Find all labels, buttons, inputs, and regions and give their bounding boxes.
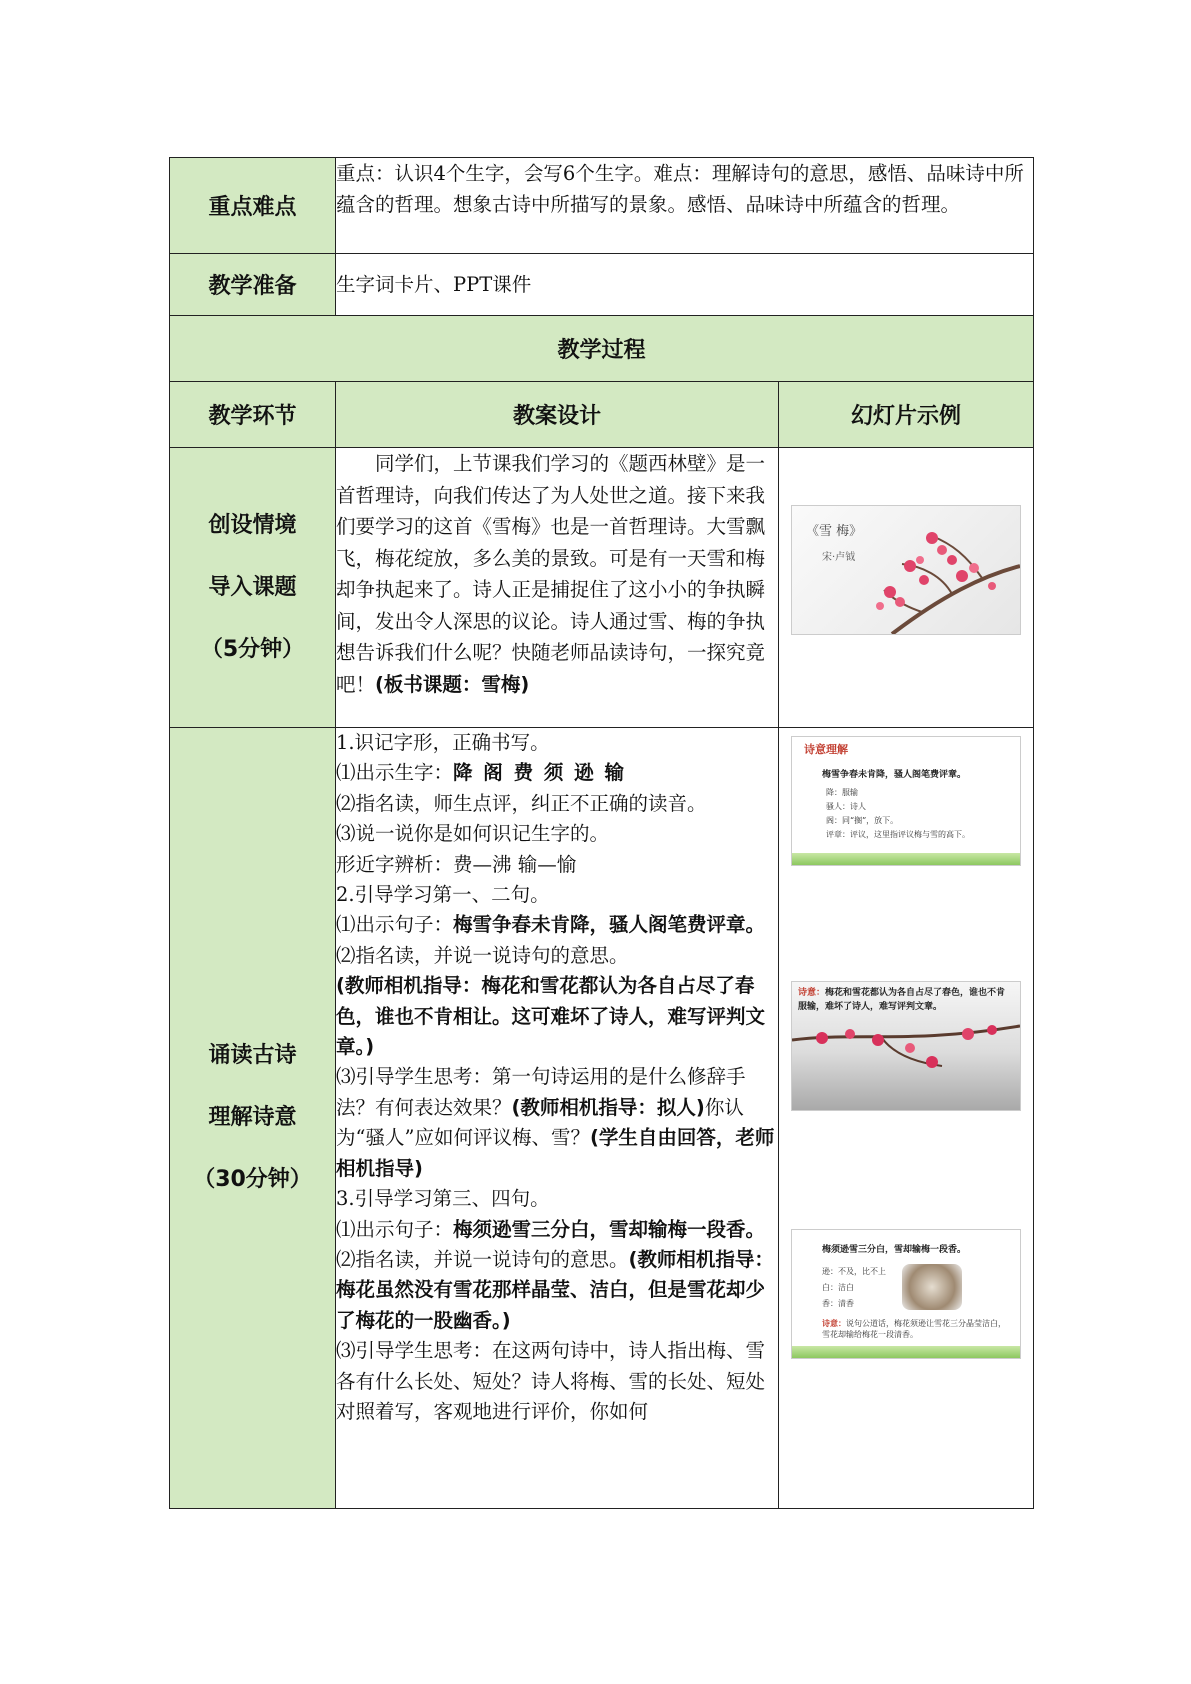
slide3-text: 梅花和雪花都认为各自占尽了春色，谁也不肯服输，难坏了诗人，难写评判文章。 [798, 988, 1006, 1012]
slide4-w1: 逊：不及，比不上 [822, 1267, 886, 1276]
slide3-label: 诗意： [798, 988, 826, 998]
stage2-p9: (教师相机指导：梅花和雪花都认为各自占尽了春色，谁也不肯相让。这可难坏了诗人，难写评判文章。) [336, 974, 766, 1059]
stage2-p10a: ⑶引导学生思考：第一句诗运用的是什么修辞手法？有何表达效果？ [336, 1065, 746, 1119]
preparation-content: 生字词卡片、PPT课件 [336, 254, 1034, 316]
slide4-line: 梅须逊雪三分白，雪却输梅一段香。 [822, 1245, 967, 1255]
stage2-label [170, 728, 336, 1509]
stage2-p10d: (学生自由回答，老师相机指导) [336, 1126, 775, 1180]
stage1-line1: 创设情境 [208, 512, 297, 538]
stage1-line2: 导入课题 [208, 574, 297, 600]
key-points-label: 重点难点 [170, 158, 336, 254]
stage2-design [336, 728, 779, 1509]
grass-decoration [792, 853, 1020, 865]
stage2-line2: 理解诗意 [208, 1105, 297, 1130]
slide2-w3: 阁：同“搁”，放下。 [826, 816, 899, 825]
slide2-w2: 骚人：诗人 [826, 802, 866, 811]
stage2-p11: 3.引导学习第三、四句。 [336, 1187, 550, 1211]
stage2-p7b: 梅雪争春未肯降，骚人阁笔费评章。 [453, 913, 766, 937]
bird-image [902, 1264, 962, 1310]
stage1-design [336, 448, 779, 728]
stage1-label [170, 448, 336, 728]
stage2-p10c: 你认为“骚人”应如何评议梅、雪？ [336, 1095, 744, 1150]
stage2-p12a: ⑴出示句子： [336, 1217, 454, 1241]
process-title-row [170, 316, 1034, 382]
slide-word-notes-1 [791, 736, 1021, 866]
col-slides-header: 幻灯片示例 [779, 382, 1034, 448]
lesson-plan-table [169, 157, 1034, 1509]
stage1-slides [779, 448, 1034, 728]
col-design-header: 教案设计 [336, 382, 779, 448]
key-points-content: 重点：认识4个生字，会写6个生字。难点：理解诗句的意思，感悟、品味诗中所蕴含的哲理。想象古诗中所描写的景象。感悟、品味诗中所蕴含的哲理。 [336, 158, 1034, 254]
slide2-head: 诗意理解 [804, 743, 848, 756]
slide-word-notes-2 [791, 1229, 1021, 1359]
stage1-row [170, 448, 1034, 728]
stage2-p4: ⑶说一说你是如何识记生字的。 [336, 822, 610, 846]
slide4-label: 诗意： [822, 1318, 846, 1328]
slide2-w4: 评章：评议，这里指评议梅与雪的高下。 [826, 830, 970, 839]
slide4-text: 说句公道话，梅花须逊让雪花三分晶莹洁白，雪花却输给梅花一段清香。 [822, 1319, 1006, 1339]
slide1-author: 宋·卢钺 [822, 552, 856, 563]
stage2-line3: （30分钟） [193, 1167, 312, 1192]
stage2-p3: ⑵指名读，师生点评，纠正不正确的读音。 [336, 791, 707, 815]
stage2-p13b: (教师相机指导：梅花虽然没有雪花那样晶莹、洁白，但是雪花却少了梅花的一股幽香。) [336, 1247, 774, 1332]
preparation-label: 教学准备 [170, 254, 336, 316]
col-stage-header: 教学环节 [170, 382, 336, 448]
stage2-p12b: 梅须逊雪三分白，雪却输梅一段香。 [453, 1217, 766, 1241]
grass-decoration [792, 1346, 1020, 1358]
slide1-title: 《雪 梅》 [806, 524, 863, 539]
stage2-line1: 诵读古诗 [208, 1043, 297, 1068]
stage2-p2b: 降 阁 费 须 逊 输 [453, 761, 626, 785]
stage2-slides [779, 728, 1034, 1509]
stage2-p5: 形近字辨析：费—沸 输—愉 [336, 852, 577, 876]
slide-poem-meaning-1 [791, 981, 1021, 1111]
stage2-p6: 2.引导学习第一、二句。 [336, 883, 550, 907]
column-header-row [170, 382, 1034, 448]
stage1-text: 同学们，上节课我们学习的《题西林壁》是一首哲理诗，向我们传达了为人处世之道。接下来我们要学习的这首《雪梅》也是一首哲理诗。大雪飘飞，梅花绽放，多么美的景致。可是有一天雪和梅却争执起来了。诗人正是捕捉住了这小小的争执瞬间，发出令人深思的议论。诗人通过雪、梅的争执想告诉我们什么呢？快随老师品读诗句，一探究竟吧！ [336, 452, 766, 696]
stage2-p13a: ⑵指名读，并说一说诗句的意思。 [336, 1247, 629, 1271]
stage2-p10b: (教师相机指导：拟人) [511, 1095, 705, 1119]
slide-snow-plum-title [791, 505, 1021, 635]
stage2-p7a: ⑴出示句子： [336, 913, 454, 937]
stage2-p2a: ⑴出示生字： [336, 761, 454, 785]
stage1-text-bold: (板书课题：雪梅) [375, 672, 530, 696]
key-points-row [170, 158, 1034, 254]
stage2-p8: ⑵指名读，并说一说诗句的意思。 [336, 943, 629, 967]
process-title: 教学过程 [170, 316, 1034, 382]
stage1-line3: （5分钟） [200, 636, 305, 662]
slide4-w3: 香：清香 [822, 1299, 854, 1308]
stage2-p1: 1.识记字形，正确书写。 [336, 731, 550, 754]
slide2-w1: 降：服输 [826, 788, 858, 797]
stage2-row [170, 728, 1034, 1509]
preparation-row [170, 254, 1034, 316]
stage2-p14: ⑶引导学生思考：在这两句诗中，诗人指出梅、雪各有什么长处、短处？诗人将梅、雪的长处、短处对照着写，客观地进行评价，你如何 [336, 1339, 766, 1423]
slide2-line: 梅雪争春未肯降，骚人阁笔费评章。 [822, 770, 967, 780]
slide4-w2: 白：洁白 [822, 1283, 854, 1292]
